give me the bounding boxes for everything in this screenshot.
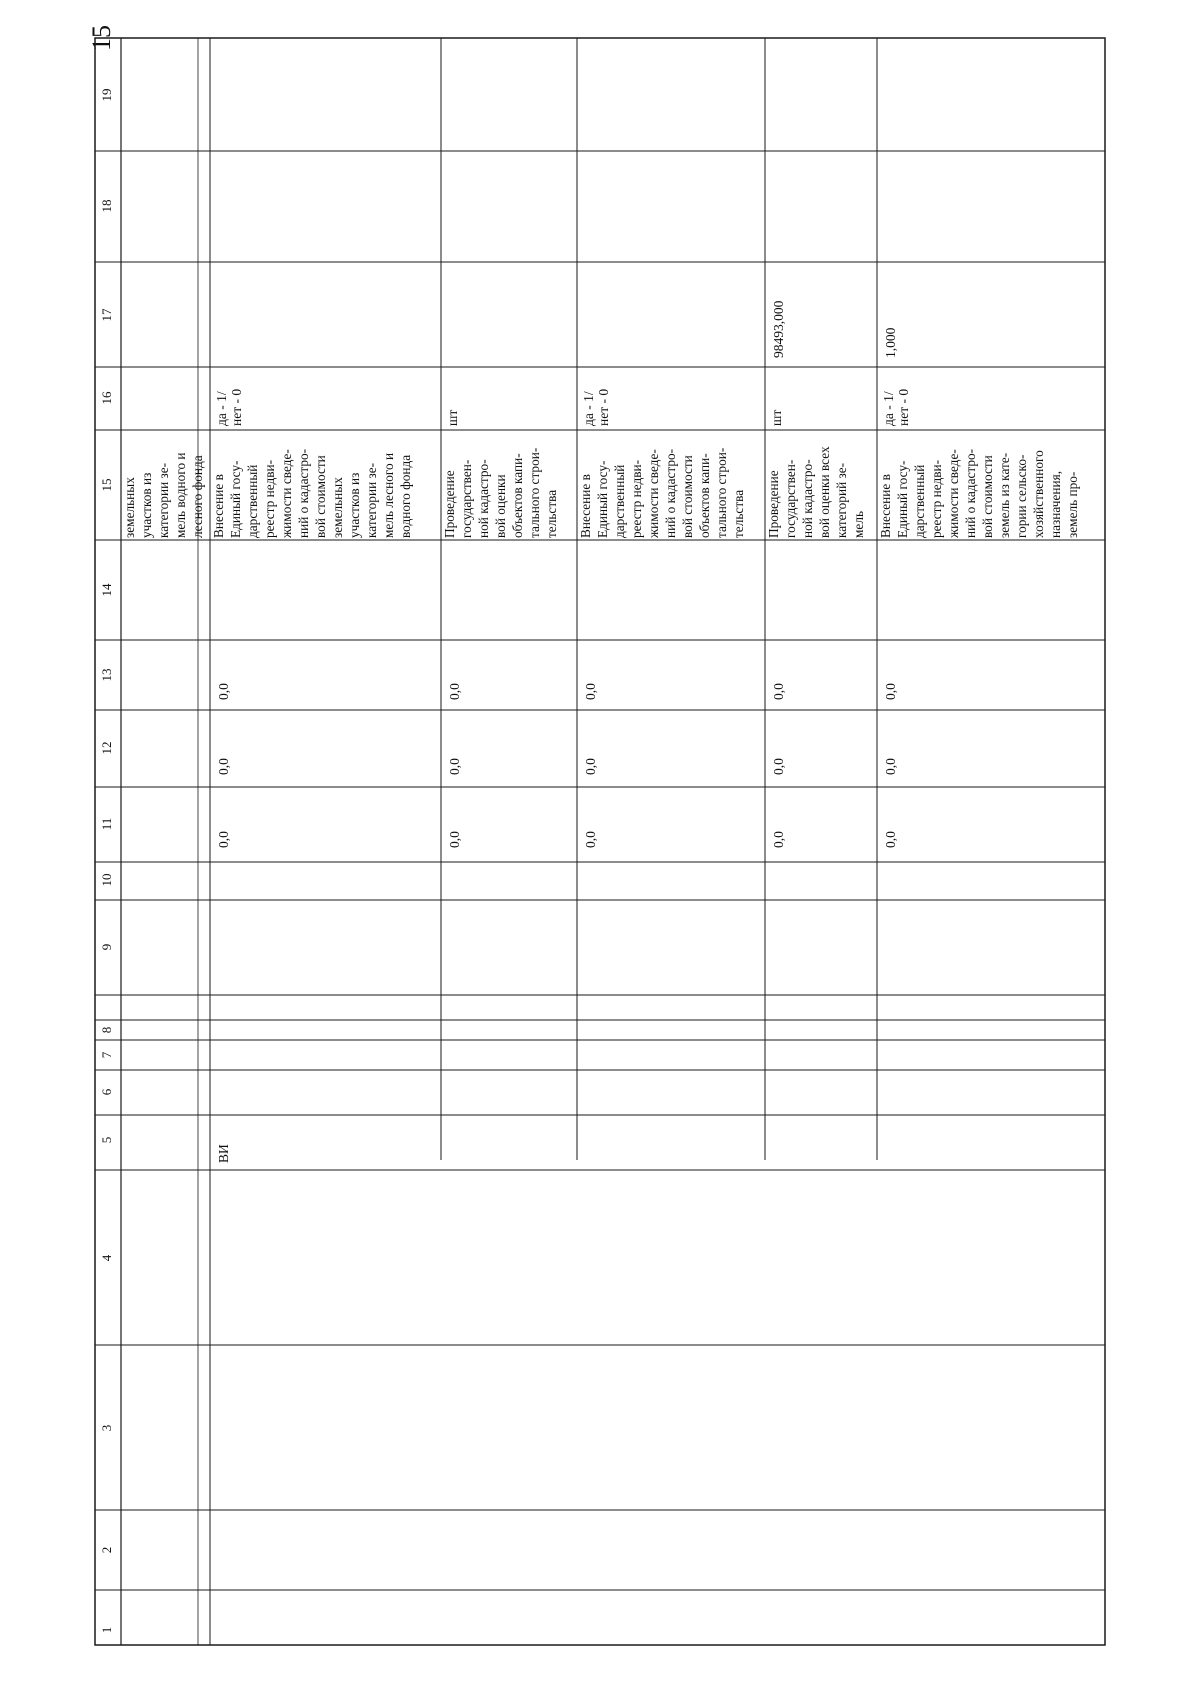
row-value-col12: 0,0: [216, 758, 231, 775]
row-value-col12: 0,0: [447, 758, 462, 775]
row-value-col11: 0,0: [583, 831, 598, 848]
row-description-line: реестр недви-: [629, 459, 644, 538]
column-number: 2: [98, 1546, 114, 1554]
column-number: 13: [98, 668, 114, 682]
row-description-line: жимости сведе-: [279, 449, 294, 538]
row-description-line: реестр недви-: [929, 459, 944, 538]
row-value-col11: 0,0: [447, 831, 462, 848]
row-description-line: категории зе-: [364, 462, 379, 538]
row-value-col17: 1,000: [883, 327, 898, 358]
page-number: 15: [86, 25, 116, 51]
row-description-line: дарственный: [612, 464, 627, 538]
row-description-line: категорий зе-: [834, 462, 849, 538]
row-value-col11: 0,0: [883, 831, 898, 848]
row-description-line: земельных: [122, 477, 137, 538]
row-description-line: жимости сведе-: [646, 449, 661, 538]
row-description-line: объектов капи-: [510, 453, 525, 538]
column-number: 11: [98, 817, 114, 831]
row-unit: нет - 0: [896, 388, 911, 426]
row-value-col13: 0,0: [216, 683, 231, 700]
row-description-line: тального строи-: [527, 447, 542, 538]
row-description-line: земель из кате-: [997, 452, 1012, 538]
row-description-line: ний о кадастро-: [663, 448, 678, 538]
row-description-line: лесного фонда: [190, 455, 205, 538]
row-description-line: Единый госу-: [895, 460, 910, 538]
column-number: 6: [98, 1088, 114, 1096]
row-description-line: реестр недви-: [262, 459, 277, 538]
row-description-line: объектов капи-: [697, 453, 712, 538]
column-number: 15: [98, 478, 114, 492]
row-description-line: дарственный: [912, 464, 927, 538]
row-value-col13: 0,0: [771, 683, 786, 700]
row-unit: шт: [445, 409, 460, 426]
row-value-col5: ВИ: [216, 1144, 231, 1163]
row-description-line: мель лесного и: [381, 452, 396, 538]
row-description-line: Внесение в: [211, 474, 226, 538]
column-number: 3: [98, 1424, 114, 1432]
row-description-line: земель про-: [1065, 471, 1080, 538]
row-value-col11: 0,0: [771, 831, 786, 848]
column-number: 4: [98, 1254, 114, 1262]
row-value-col11: 0,0: [216, 831, 231, 848]
row-description-line: тельства: [544, 489, 559, 538]
row-description-line: Проведение: [766, 470, 781, 538]
row-description-line: государствен-: [459, 459, 474, 538]
row-description-line: дарственный: [245, 464, 260, 538]
column-number: 10: [98, 873, 114, 887]
column-number: 1: [98, 1626, 114, 1634]
row-description-line: участков из: [347, 472, 362, 538]
row-description-line: мель водного и: [173, 452, 188, 538]
row-value-col13: 0,0: [583, 683, 598, 700]
column-number: 17: [98, 308, 114, 322]
row-description-line: вой оценки: [493, 474, 508, 538]
row-description-line: Внесение в: [578, 474, 593, 538]
row-unit: нет - 0: [596, 388, 611, 426]
row-description-line: ний о кадастро-: [963, 448, 978, 538]
column-number: 18: [98, 199, 114, 213]
row-unit: да - 1/: [581, 391, 596, 426]
row-description-line: земельных: [330, 477, 345, 538]
row-value-col13: 0,0: [883, 683, 898, 700]
column-number: 19: [98, 88, 114, 102]
column-number: 16: [98, 391, 114, 405]
row-description-line: Единый госу-: [595, 460, 610, 538]
row-description-line: мель: [851, 510, 866, 538]
row-value-col12: 0,0: [883, 758, 898, 775]
row-description-line: тельства: [731, 489, 746, 538]
column-number: 12: [98, 741, 114, 755]
row-unit: шт: [769, 409, 784, 426]
row-description-line: ний о кадастро-: [296, 448, 311, 538]
column-number: 9: [98, 943, 114, 951]
row-unit: да - 1/: [214, 391, 229, 426]
table-grid: [95, 38, 1105, 1645]
column-number: 5: [98, 1136, 114, 1144]
row-description-line: хозяйственного: [1031, 450, 1046, 538]
column-number-row: [99, 89, 114, 1634]
row-description-line: вой оценки всех: [817, 446, 832, 538]
row-value-col12: 0,0: [771, 758, 786, 775]
row-description-line: гории сельско-: [1014, 454, 1029, 538]
row-description-line: тального строи-: [714, 447, 729, 538]
row-description-line: назначения,: [1048, 470, 1063, 538]
column-number: 14: [98, 583, 114, 597]
row-description-line: государствен-: [783, 459, 798, 538]
row-value-col12: 0,0: [583, 758, 598, 775]
row-value-col13: 0,0: [447, 683, 462, 700]
row-unit: да - 1/: [881, 391, 896, 426]
row-description-line: категории зе-: [156, 462, 171, 538]
row-description-line: жимости сведе-: [946, 449, 961, 538]
row-description-line: вой стоимости: [980, 455, 995, 538]
row-description-line: вой стоимости: [313, 455, 328, 538]
row-value-col17: 98493,000: [771, 300, 786, 358]
column-number: 7: [98, 1051, 114, 1059]
row-description-line: вой стоимости: [680, 455, 695, 538]
row-description-line: Проведение: [442, 470, 457, 538]
row-description-line: Единый госу-: [228, 460, 243, 538]
row-description-line: Внесение в: [878, 474, 893, 538]
row-unit: нет - 0: [229, 388, 244, 426]
row-description-line: водного фонда: [398, 454, 413, 538]
column-number: 8: [98, 1026, 114, 1034]
row-description-line: участков из: [139, 472, 154, 538]
row-description-line: ной кадастро-: [800, 459, 815, 538]
row-description-line: ной кадастро-: [476, 459, 491, 538]
